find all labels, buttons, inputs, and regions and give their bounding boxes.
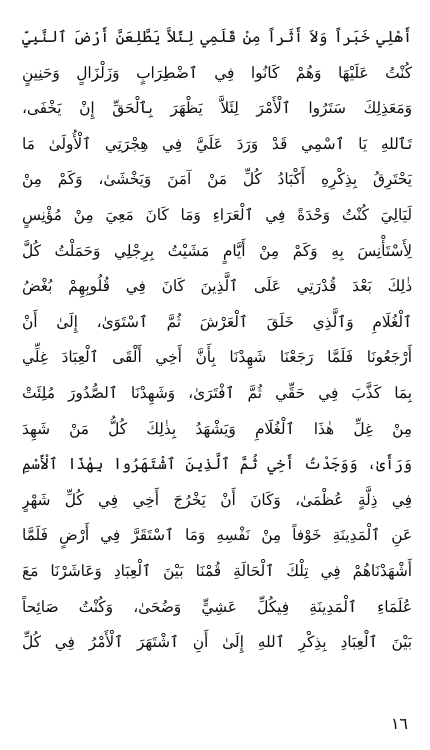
text-line: مِنْ غِلِّ هٰذَا ٱلْغُلَامِ وَيَشْهَدُ بِذٰلِكَ كُلُّ مَنْ شَهِدَ	[22, 419, 412, 438]
text-line: بِمَا كَذَّبَ فِي حَقِّي ثُمَّ ٱفْتَرَىٰ، وَشَهِدْنَا ٱلصُّدُورَ مُلِئَتْ	[22, 383, 412, 402]
text-line: أَشْهَدْنَاهُمْ فِي تِلْكَ ٱلْحَالَةِ قُمْنَا بَيْنَ ٱلْعِبَادِ وَعَاشَرْنَا مَعَ	[22, 561, 412, 580]
text-line: عُلَمَاءِ ٱلْمَدِينَةِ فِيكُلِّ عَشِيٍّ وَضُحَىٰ، وَكُنْتُ صَائِحاً	[22, 597, 412, 616]
text-line: لِأَسْتَأْنِسَ بِهِ وَكَمْ مِنْ أَيَّامٍ مَشَيْتُ بِرِجْلِي وَحَمَلْتُ كُلَّ	[22, 241, 412, 260]
text-line: أَهْلِي خَبَراً وَلاَ أَثَراً مِنْ قَلَمِي لِئَلاَّ يَطَّلِعَنَّ أَرْضَ ٱلنَّبِيِّ	[22, 28, 412, 46]
text-line: وَمَعَذِلِكَ سَتَرُوا ٱلْأَمْرَ لِئَلاَّ يَظْهَرَ بِٱلْحَقِّ إِنْ يَخْفَى،	[22, 99, 412, 118]
arabic-text-body	[22, 20, 412, 661]
text-line: ذٰلِكَ بَعْدَ قُدْرَتِي عَلَى ٱلَّذِينَ كَانَ فِي قُلُوبِهِمْ بُغْضُ	[22, 277, 412, 296]
text-line: ٱلْغُلَامِ وَٱلَّذِي خَلَقَ ٱلْعَرْشَ ثُمَّ ٱسْتَوَىٰ، إِلَىٰ أَنْ	[22, 312, 412, 331]
text-line: يَحْتَرِقُ بِذِكْرِهِ أَكْبَادُ كُلِّ مَنْ آمَنَ وَيَخْشَىٰ، وَكَمْ مِنْ	[22, 170, 412, 189]
text-line: كُنْتُ عَلَيْهَا وَهُمْ كَانُوا فِي ٱضْطِرَابٍ وَزَلْزَالٍ وَحَنِينٍ	[22, 63, 412, 82]
text-line: عَنِ ٱلْمَدِينَةِ خَوْفاً مِنْ نَفْسِهِ وَمَا ٱسْتَقَرَّ فِي أَرْضٍ فَلَمَّا	[22, 526, 412, 545]
text-line: أَرْجَعُونَا فَلَمَّا رَجَعْنَا شَهِدْنَا بِأَنَّ أَخِي أَلْقَى ٱلْعِبَادَ غِلِّي	[22, 348, 412, 367]
text-line: فِي ذِلَّةٍ عُظْمَىٰ، وَكَانَ أَنْ يَخْرُجَ أَخِي فِي كُلِّ شَهْرٍ	[22, 490, 412, 509]
page-number: ١٦	[390, 714, 408, 733]
text-line: بَيْنَ ٱلْعِبَادِ بِذِكْرِ ٱللهِ إِلَىٰ أَنِ ٱشْتَهَرَ ٱلْأَمْرُ فِي كُلِّ	[22, 633, 412, 652]
text-line: لَيَالِيَ كُنْتُ وَحْدَةً فِي ٱلْعَرَاءِ وَمَا كَانَ مَعِيَ مِنْ مُؤْنِسٍ	[22, 205, 412, 224]
text-line: وَرَأَىٰ، وَوَجَدْتُ أَخِي ثُمَّ ٱلَّذِينَ ٱشْتَهَرُوا بِهٰذَا ٱلْأَسْمِ	[22, 455, 412, 474]
text-line: تَٱللهِ يَا ٱسْمِي قَدْ وَرَدَ عَلَيَّ فِي هِجْرَتِي ٱلْأُولَىٰ مَا	[22, 134, 412, 153]
